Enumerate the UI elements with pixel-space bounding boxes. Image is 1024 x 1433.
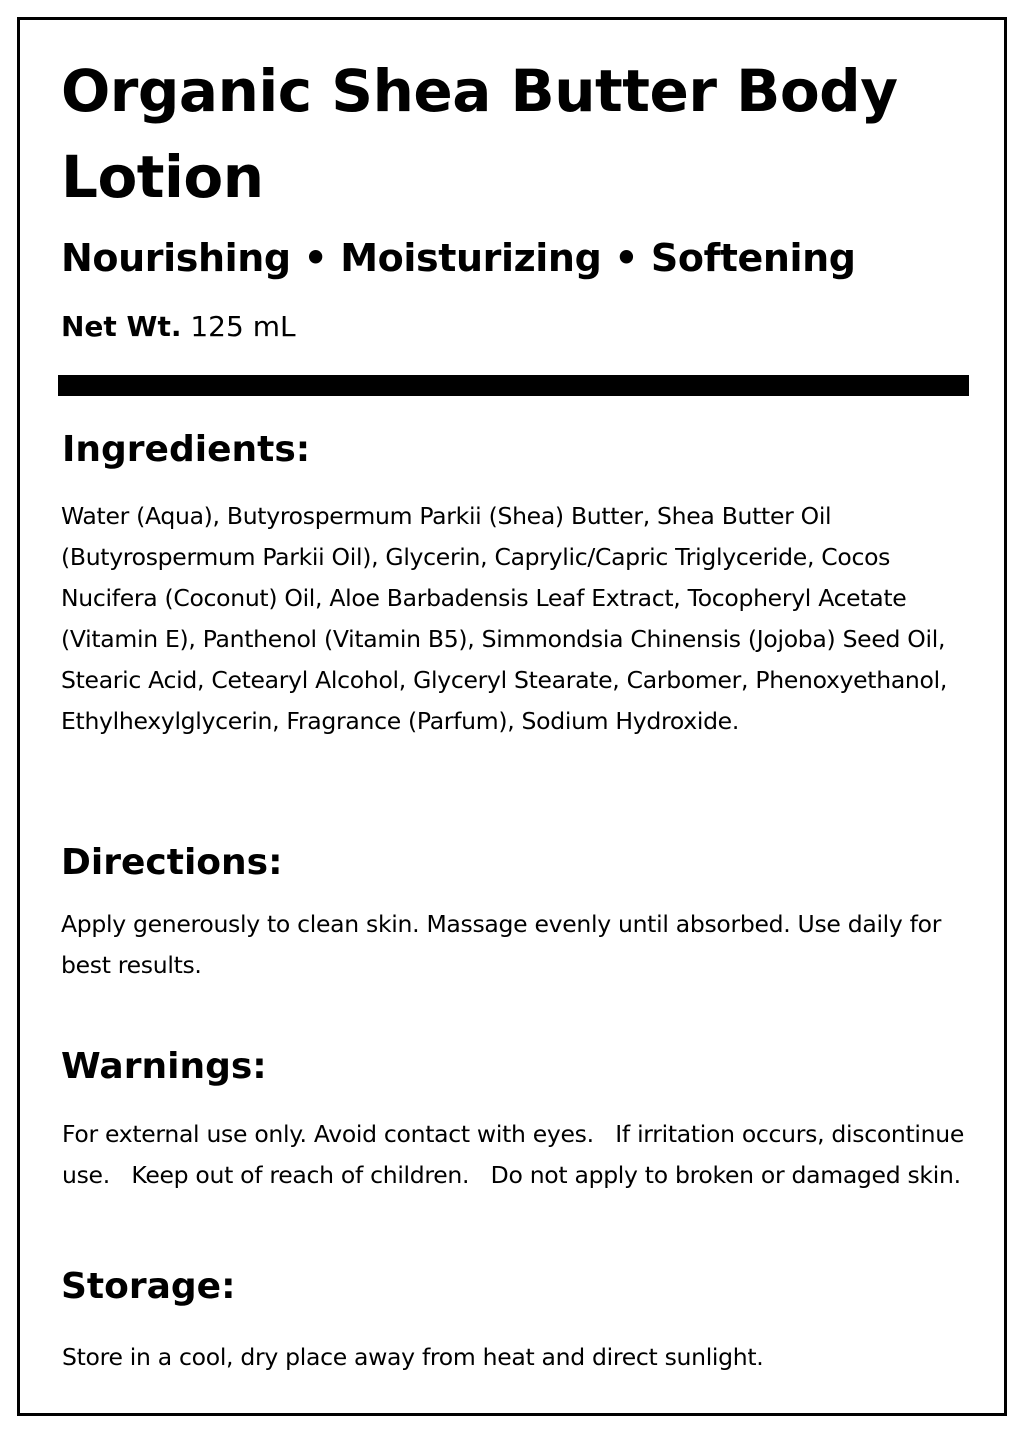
net-weight [61,306,296,348]
directions-text: Apply generously to clean skin. Massage evenly until absorbed. Use daily for best results. [61,910,942,979]
storage-text: Store in a cool, dry place away from heat and direct sunlight. [62,1343,764,1371]
warnings-heading: Warnings: [61,1046,267,1087]
net-weight-label: Net Wt. [61,310,182,343]
net-weight-value: 125 mL [181,310,296,343]
product-subtitle: Nourishing • Moisturizing • Softening [61,236,856,280]
section-divider [58,375,969,396]
ingredients-heading: Ingredients: [62,429,311,470]
ingredients-text: Water (Aqua), Butyrospermum Parkii (Shea) Butter, Shea Butter Oil (Butyrospermum Parkii Oil), Glycerin, Caprylic/Capric Triglyceride, Cocos Nucifera (Coconut) Oil, Aloe Barbadensis Leaf Extract, Tocopheryl Acetate (Vitamin E), Panthenol (Vitamin B5), Simmondsia Chinensis (Jojoba) Seed Oil, Stearic Acid, Cetearyl Alcohol, Glyceryl Stearate, Carbomer, Phenoxyethanol, Ethylhexylglycerin, Fragrance (Parfum), Sodium Hydroxide. [61,502,947,735]
warnings-text: For external use only. Avoid contact with eyes. If irritation occurs, discontinue use. Keep out of reach of children. Do not apply to broken or damaged skin. [62,1120,972,1189]
directions-heading: Directions: [61,842,283,883]
storage-heading: Storage: [61,1266,236,1307]
product-title: Organic Shea Butter Body Lotion [61,57,898,211]
